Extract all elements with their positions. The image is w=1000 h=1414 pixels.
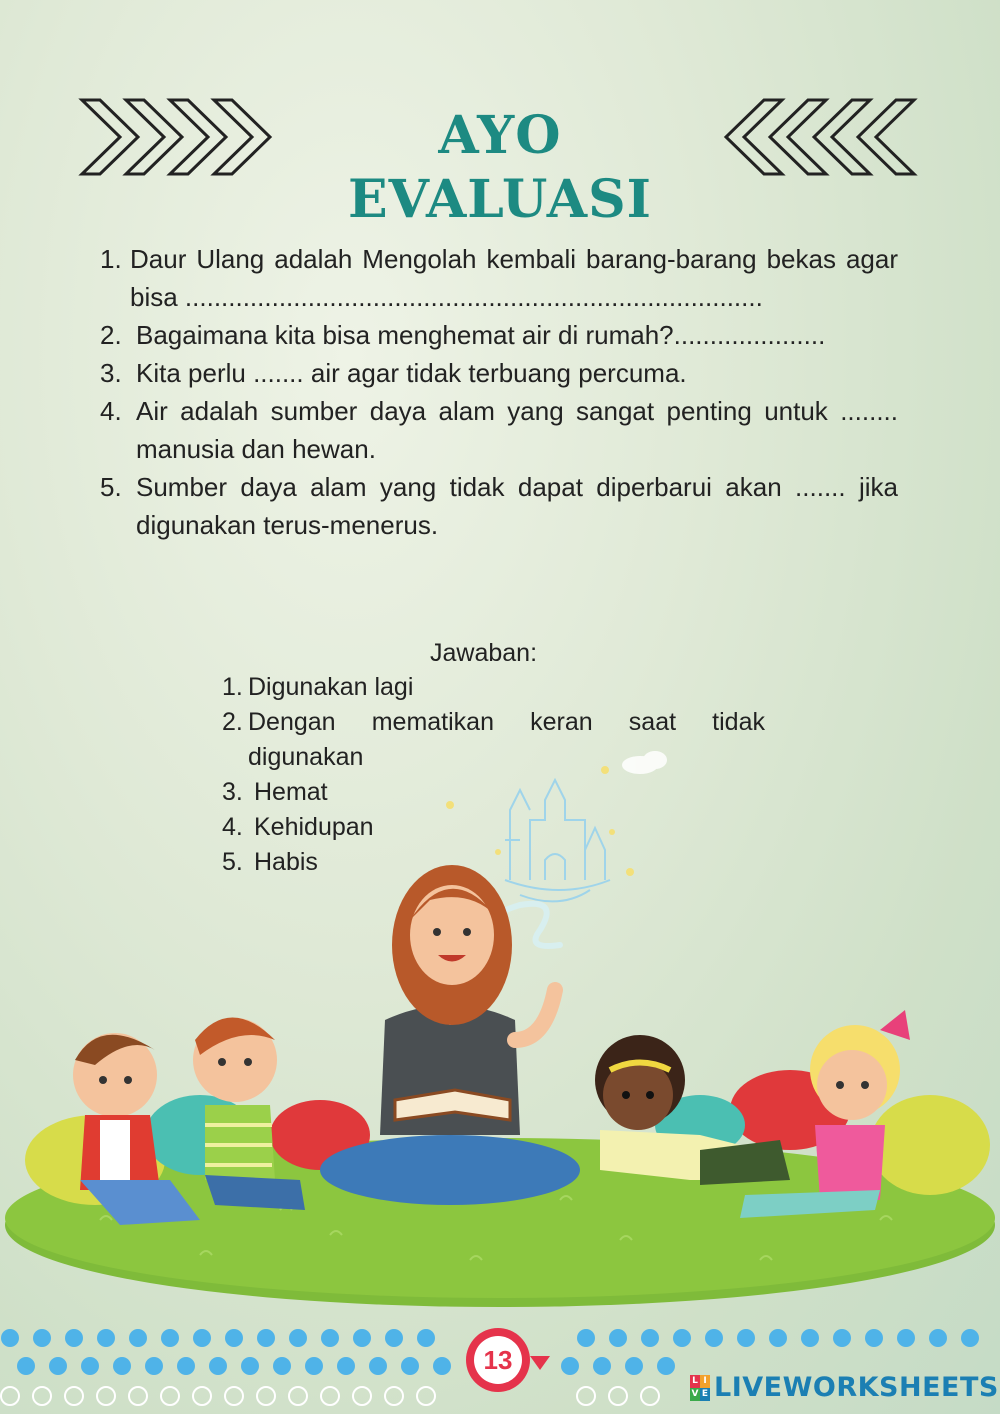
footer-dot — [1, 1329, 19, 1347]
footer-dot — [561, 1357, 579, 1375]
chevrons-right-icon — [78, 92, 278, 182]
question-text: Daur Ulang adalah Mengolah kembali barang-barang bekas agar bisa ................................................................................ — [130, 244, 898, 312]
answer-number: 3. — [222, 778, 243, 806]
answer-text: Digunakan lagi — [248, 673, 414, 701]
question-text: Bagaimana kita bisa menghemat air di rumah?..................... — [136, 320, 826, 350]
footer-dot — [417, 1329, 435, 1347]
footer-dot — [353, 1329, 371, 1347]
footer-dot — [129, 1387, 147, 1405]
footer-dot — [193, 1329, 211, 1347]
footer-dot — [305, 1357, 323, 1375]
footer-dot — [385, 1329, 403, 1347]
question-text: Kita perlu ....... air agar tidak terbuang percuma. — [136, 358, 687, 388]
footer-dot — [225, 1329, 243, 1347]
answer-text: Kehidupan — [254, 813, 374, 841]
footer-dot — [33, 1329, 51, 1347]
answer-number: 2. — [222, 708, 243, 736]
answer-list — [222, 670, 767, 880]
page-number: 13 — [474, 1336, 522, 1384]
liveworksheets-logo-icon: L I V E — [691, 1375, 709, 1399]
liveworksheets-logo — [690, 1372, 999, 1403]
footer-dot — [577, 1387, 595, 1405]
footer-dot — [273, 1357, 291, 1375]
footer-dot — [705, 1329, 723, 1347]
footer-dot — [241, 1357, 259, 1375]
footer-dot — [321, 1329, 339, 1347]
question-text: Sumber daya alam yang tidak dapat diperbarui akan ....... jika digunakan terus-menerus. — [136, 472, 898, 540]
footer-dot — [193, 1387, 211, 1405]
footer-dot — [641, 1329, 659, 1347]
footer-dot — [225, 1387, 243, 1405]
footer-dot — [257, 1387, 275, 1405]
footer-dot — [385, 1387, 403, 1405]
footer-dot — [337, 1357, 355, 1375]
teacher-figure — [320, 865, 580, 1205]
answer-item — [222, 845, 767, 880]
footer-dot — [353, 1387, 371, 1405]
answer-item — [222, 670, 767, 705]
footer-dot — [801, 1329, 819, 1347]
footer-dot — [609, 1329, 627, 1347]
answer-item — [222, 705, 767, 775]
footer-dot — [17, 1357, 35, 1375]
page-number-badge — [466, 1328, 530, 1392]
footer-dot — [433, 1357, 451, 1375]
question-number: 2. — [100, 320, 122, 350]
answer-number: 5. — [222, 848, 243, 876]
footer-dot — [625, 1357, 643, 1375]
answer-text: Habis — [254, 848, 318, 876]
footer-dot — [209, 1357, 227, 1375]
question-text: Air adalah sumber daya alam yang sangat penting untuk ........ manusia dan hewan. — [136, 396, 898, 464]
footer-dot — [129, 1329, 147, 1347]
footer-dot — [257, 1329, 275, 1347]
footer-dot — [609, 1387, 627, 1405]
answer-text: Hemat — [254, 778, 328, 806]
footer-dot — [177, 1357, 195, 1375]
footer-dot — [33, 1387, 51, 1405]
footer-dot — [81, 1357, 99, 1375]
footer-dot — [113, 1357, 131, 1375]
footer-dot — [289, 1387, 307, 1405]
footer-dot — [961, 1329, 979, 1347]
question-number: 1. — [100, 244, 122, 274]
question-number: 3. — [100, 358, 122, 388]
footer-dot — [321, 1387, 339, 1405]
answer-item — [222, 810, 767, 845]
footer-dot — [769, 1329, 787, 1347]
answers-heading: Jawaban: — [430, 639, 538, 667]
question-list — [100, 240, 898, 544]
footer-dot — [737, 1329, 755, 1347]
footer-dot — [401, 1357, 419, 1375]
answer-number: 4. — [222, 813, 243, 841]
question-item — [100, 316, 898, 354]
footer-dot — [929, 1329, 947, 1347]
footer-dot — [369, 1357, 387, 1375]
question-item — [100, 240, 898, 316]
footer-dot — [289, 1329, 307, 1347]
question-number: 5. — [100, 472, 122, 502]
footer-dot — [417, 1387, 435, 1405]
question-item — [100, 392, 898, 468]
page-title: AYO EVALUASI — [348, 105, 652, 230]
footer-dot — [97, 1329, 115, 1347]
footer-dot — [161, 1387, 179, 1405]
brand-name: LIVEWORKSHEETS — [714, 1372, 999, 1403]
answer-item — [222, 775, 767, 810]
footer-dot — [1, 1387, 19, 1405]
footer-dot — [593, 1357, 611, 1375]
question-item — [100, 354, 898, 392]
footer-dot — [833, 1329, 851, 1347]
answer-number: 1. — [222, 673, 243, 701]
footer-dot — [161, 1329, 179, 1347]
footer-dot — [65, 1329, 83, 1347]
question-item — [100, 468, 898, 544]
footer-dot — [145, 1357, 163, 1375]
footer-dot — [865, 1329, 883, 1347]
footer-dot — [657, 1357, 675, 1375]
footer-dot — [641, 1387, 659, 1405]
footer-dot — [673, 1329, 691, 1347]
question-number: 4. — [100, 396, 122, 426]
footer-dot — [49, 1357, 67, 1375]
answer-text: Dengan mematikan keran saat tidak digunakan — [248, 708, 765, 771]
footer-dot — [65, 1387, 83, 1405]
footer-dot — [897, 1329, 915, 1347]
footer-dot — [577, 1329, 595, 1347]
chevrons-left-icon — [718, 92, 918, 182]
footer-dot — [97, 1387, 115, 1405]
